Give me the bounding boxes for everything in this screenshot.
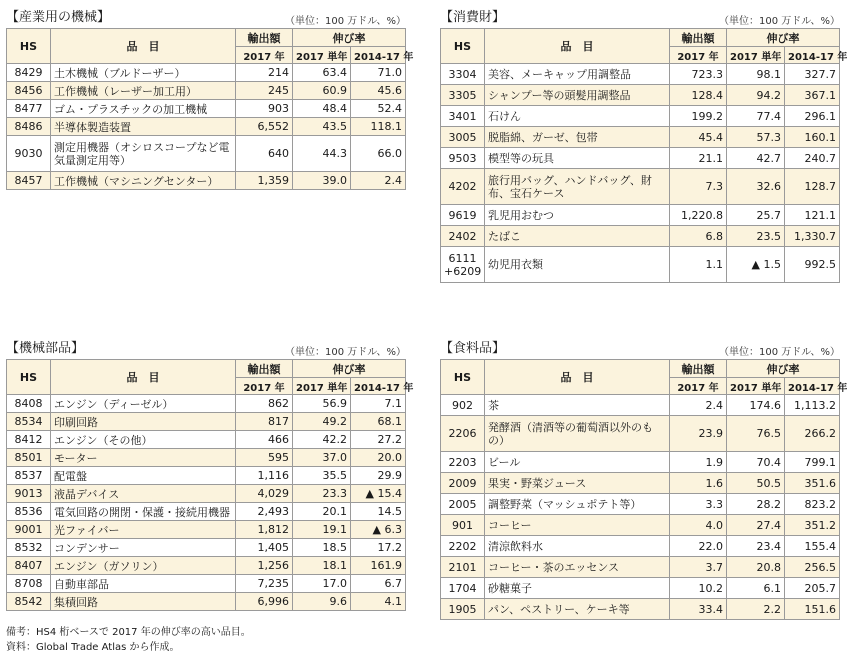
hs-cell: 8429 (7, 64, 51, 82)
table-row (7, 136, 406, 172)
hs-cell: 8457 (7, 172, 51, 190)
hs-cell: 3005 (441, 127, 485, 148)
table-row (7, 575, 406, 593)
growth-2017-cell: 20.1 (293, 503, 351, 521)
hs-cell: 1704 (441, 578, 485, 599)
growth-2014-17-cell: 66.0 (351, 136, 406, 172)
export-value-cell: 7,235 (236, 575, 293, 593)
table-row (7, 82, 406, 100)
hs-cell: 3304 (441, 64, 485, 85)
export-value-cell: 723.3 (670, 64, 727, 85)
hs-cell: 6111 +6209 (441, 247, 485, 283)
growth-2017-cell: 37.0 (293, 449, 351, 467)
panel-title: 【産業用の機械】 (6, 10, 111, 25)
growth-header: 伸び率 (727, 360, 840, 378)
hs-cell: 1905 (441, 599, 485, 620)
footnotes (6, 625, 251, 655)
growth-2017-cell: 23.3 (293, 485, 351, 503)
item-name-cell: 集積回路 (51, 593, 236, 611)
hs-cell: 9503 (441, 148, 485, 169)
growth-2014-17-cell: 296.1 (785, 106, 840, 127)
export-value-cell: 1.1 (670, 247, 727, 283)
growth-2017-cell: 56.9 (293, 395, 351, 413)
growth-2014-17-cell: 155.4 (785, 536, 840, 557)
hs-header: HS (7, 29, 51, 64)
item-name-cell: 光ファイバー (51, 521, 236, 539)
item-name-cell: 測定用機器（オシロスコープなど電気量測定用等） (51, 136, 236, 172)
export-value-cell: 595 (236, 449, 293, 467)
item-name-cell: ゴム・プラスチックの加工機械 (51, 100, 236, 118)
hs-cell: 8534 (7, 413, 51, 431)
export-value-cell: 1,359 (236, 172, 293, 190)
table-row (7, 449, 406, 467)
single-2017-header: 2017 単年 (293, 47, 351, 64)
growth-2014-17-cell: 4.1 (351, 593, 406, 611)
panel-title: 【消費財】 (440, 10, 506, 25)
export-header: 輸出額 (670, 360, 727, 378)
table-row (7, 557, 406, 575)
table-row (7, 593, 406, 611)
growth-2017-cell: 23.5 (727, 226, 785, 247)
table-row (7, 431, 406, 449)
hs-cell: 8486 (7, 118, 51, 136)
growth-2014-17-cell: 256.5 (785, 557, 840, 578)
item-name-cell: たばこ (485, 226, 670, 247)
growth-2014-17-cell: 327.7 (785, 64, 840, 85)
growth-2017-cell: 94.2 (727, 85, 785, 106)
export-value-cell: 3.3 (670, 494, 727, 515)
export-value-cell: 1.6 (670, 473, 727, 494)
table-row (7, 521, 406, 539)
growth-2014-17-cell: 52.4 (351, 100, 406, 118)
machinery-parts-table (6, 359, 414, 611)
growth-2014-17-cell: ▲ 15.4 (351, 485, 406, 503)
growth-2017-cell: 76.5 (727, 416, 785, 452)
table-row (441, 599, 840, 620)
item-header: 品 目 (485, 29, 670, 64)
table-row (441, 169, 840, 205)
table-row (441, 515, 840, 536)
hs-cell: 8532 (7, 539, 51, 557)
table-row (7, 100, 406, 118)
hs-cell: 901 (441, 515, 485, 536)
item-name-cell: 乳児用おむつ (485, 205, 670, 226)
growth-header: 伸び率 (727, 29, 840, 47)
export-value-cell: 23.9 (670, 416, 727, 452)
export-value-cell: 21.1 (670, 148, 727, 169)
hs-cell: 8477 (7, 100, 51, 118)
growth-2014-17-cell: 160.1 (785, 127, 840, 148)
item-name-cell: コンデンサー (51, 539, 236, 557)
item-header: 品 目 (485, 360, 670, 395)
growth-2014-17-cell: 1,113.2 (785, 395, 840, 416)
export-value-cell: 817 (236, 413, 293, 431)
table-row (441, 226, 840, 247)
growth-2017-cell: ▲ 1.5 (727, 247, 785, 283)
table-row (441, 106, 840, 127)
item-name-cell: 配電盤 (51, 467, 236, 485)
item-name-cell: ビール (485, 452, 670, 473)
item-name-cell: エンジン（ガソリン） (51, 557, 236, 575)
export-value-cell: 4,029 (236, 485, 293, 503)
growth-2017-cell: 77.4 (727, 106, 785, 127)
table-row (441, 557, 840, 578)
hs-cell: 902 (441, 395, 485, 416)
range-header: 2014-17 年 (351, 378, 406, 395)
export-header: 輸出額 (236, 29, 293, 47)
hs-header: HS (441, 29, 485, 64)
table-row (7, 413, 406, 431)
range-header: 2014-17 年 (351, 47, 406, 64)
table-row (441, 247, 840, 283)
growth-2014-17-cell: 240.7 (785, 148, 840, 169)
item-name-cell: 電気回路の開閉・保護・接続用機器 (51, 503, 236, 521)
growth-2014-17-cell: 151.6 (785, 599, 840, 620)
growth-header: 伸び率 (293, 29, 406, 47)
item-name-cell: 自動車部品 (51, 575, 236, 593)
table-row (7, 172, 406, 190)
growth-2017-cell: 44.3 (293, 136, 351, 172)
hs-cell: 9013 (7, 485, 51, 503)
hs-cell: 8501 (7, 449, 51, 467)
growth-2014-17-cell: 14.5 (351, 503, 406, 521)
hs-cell: 8407 (7, 557, 51, 575)
growth-2017-cell: 9.6 (293, 593, 351, 611)
growth-2014-17-cell: 6.7 (351, 575, 406, 593)
growth-2017-cell: 18.5 (293, 539, 351, 557)
hs-cell: 3305 (441, 85, 485, 106)
export-value-cell: 45.4 (670, 127, 727, 148)
item-name-cell: 石けん (485, 106, 670, 127)
item-name-cell: シャンプー等の頭髪用調整品 (485, 85, 670, 106)
growth-2017-cell: 43.5 (293, 118, 351, 136)
growth-2017-cell: 20.8 (727, 557, 785, 578)
item-name-cell: 模型等の玩具 (485, 148, 670, 169)
hs-cell: 2402 (441, 226, 485, 247)
growth-2014-17-cell: 266.2 (785, 416, 840, 452)
growth-2014-17-cell: 118.1 (351, 118, 406, 136)
growth-2014-17-cell: 20.0 (351, 449, 406, 467)
year-2017-header: 2017 年 (236, 378, 293, 395)
growth-2017-cell: 18.1 (293, 557, 351, 575)
hs-cell: 2203 (441, 452, 485, 473)
growth-2014-17-cell: 68.1 (351, 413, 406, 431)
item-name-cell: 工作機械（レーザー加工用） (51, 82, 236, 100)
hs-cell: 9030 (7, 136, 51, 172)
growth-2014-17-cell: 45.6 (351, 82, 406, 100)
table-body (441, 395, 840, 620)
growth-2017-cell: 98.1 (727, 64, 785, 85)
export-value-cell: 2.4 (670, 395, 727, 416)
growth-2017-cell: 17.0 (293, 575, 351, 593)
item-name-cell: 砂糖菓子 (485, 578, 670, 599)
single-2017-header: 2017 単年 (293, 378, 351, 395)
table-body (7, 395, 406, 611)
hs-cell: 8412 (7, 431, 51, 449)
export-value-cell: 7.3 (670, 169, 727, 205)
item-name-cell: 果実・野菜ジュース (485, 473, 670, 494)
export-value-cell: 3.7 (670, 557, 727, 578)
growth-2014-17-cell: 27.2 (351, 431, 406, 449)
growth-2017-cell: 19.1 (293, 521, 351, 539)
growth-2017-cell: 57.3 (727, 127, 785, 148)
export-value-cell: 862 (236, 395, 293, 413)
item-name-cell: 発酵酒（清酒等の葡萄酒以外のもの） (485, 416, 670, 452)
growth-2014-17-cell: 29.9 (351, 467, 406, 485)
export-header: 輸出額 (236, 360, 293, 378)
table-row (441, 416, 840, 452)
item-name-cell: 清涼飲料水 (485, 536, 670, 557)
item-name-cell: エンジン（その他） (51, 431, 236, 449)
hs-cell: 2101 (441, 557, 485, 578)
export-value-cell: 128.4 (670, 85, 727, 106)
hs-cell: 2005 (441, 494, 485, 515)
panel-title: 【食料品】 (440, 341, 506, 356)
growth-2017-cell: 39.0 (293, 172, 351, 190)
table-row (7, 64, 406, 82)
range-header: 2014-17 年 (785, 378, 840, 395)
item-name-cell: コーヒー・茶のエッセンス (485, 557, 670, 578)
growth-2014-17-cell: ▲ 6.3 (351, 521, 406, 539)
table-row (7, 118, 406, 136)
item-name-cell: 土木機械（ブルドーザー） (51, 64, 236, 82)
item-name-cell: 印刷回路 (51, 413, 236, 431)
hs-cell: 9619 (441, 205, 485, 226)
growth-2017-cell: 42.7 (727, 148, 785, 169)
export-value-cell: 214 (236, 64, 293, 82)
table-row (7, 485, 406, 503)
growth-2014-17-cell: 1,330.7 (785, 226, 840, 247)
industrial-machinery-table (6, 28, 414, 190)
growth-2017-cell: 50.5 (727, 473, 785, 494)
hs-header: HS (441, 360, 485, 395)
item-name-cell: 液晶デバイス (51, 485, 236, 503)
growth-2014-17-cell: 17.2 (351, 539, 406, 557)
unit-label: （単位：100 万ドル、%） (719, 16, 840, 27)
year-2017-header: 2017 年 (670, 378, 727, 395)
hs-cell: 8537 (7, 467, 51, 485)
export-value-cell: 1,220.8 (670, 205, 727, 226)
table-row (441, 395, 840, 416)
growth-2014-17-cell: 71.0 (351, 64, 406, 82)
table-body (441, 64, 840, 283)
growth-2014-17-cell: 161.9 (351, 557, 406, 575)
growth-2014-17-cell: 823.2 (785, 494, 840, 515)
growth-2014-17-cell: 2.4 (351, 172, 406, 190)
export-value-cell: 245 (236, 82, 293, 100)
export-value-cell: 6,996 (236, 593, 293, 611)
export-value-cell: 33.4 (670, 599, 727, 620)
growth-2017-cell: 48.4 (293, 100, 351, 118)
growth-2014-17-cell: 121.1 (785, 205, 840, 226)
item-name-cell: パン、ペストリー、ケーキ等 (485, 599, 670, 620)
item-name-cell: 美容、メーキャップ用調整品 (485, 64, 670, 85)
growth-2017-cell: 2.2 (727, 599, 785, 620)
growth-2017-cell: 174.6 (727, 395, 785, 416)
item-header: 品 目 (51, 29, 236, 64)
export-header: 輸出額 (670, 29, 727, 47)
growth-2014-17-cell: 205.7 (785, 578, 840, 599)
growth-2017-cell: 6.1 (727, 578, 785, 599)
export-value-cell: 640 (236, 136, 293, 172)
growth-2014-17-cell: 351.6 (785, 473, 840, 494)
table-row (441, 85, 840, 106)
growth-2014-17-cell: 799.1 (785, 452, 840, 473)
item-name-cell: 半導体製造装置 (51, 118, 236, 136)
item-header: 品 目 (51, 360, 236, 395)
item-name-cell: エンジン（ディーゼル） (51, 395, 236, 413)
item-name-cell: モーター (51, 449, 236, 467)
export-value-cell: 1.9 (670, 452, 727, 473)
item-name-cell: 脱脂綿、ガーゼ、包帯 (485, 127, 670, 148)
growth-2017-cell: 60.9 (293, 82, 351, 100)
export-value-cell: 22.0 (670, 536, 727, 557)
table-row (7, 539, 406, 557)
growth-2017-cell: 42.2 (293, 431, 351, 449)
hs-cell: 8708 (7, 575, 51, 593)
export-value-cell: 1,256 (236, 557, 293, 575)
table-body (7, 64, 406, 190)
export-value-cell: 1,812 (236, 521, 293, 539)
table-row (441, 205, 840, 226)
table-row (7, 395, 406, 413)
hs-cell: 9001 (7, 521, 51, 539)
growth-2014-17-cell: 351.2 (785, 515, 840, 536)
hs-cell: 8456 (7, 82, 51, 100)
growth-2017-cell: 23.4 (727, 536, 785, 557)
hs-cell: 2206 (441, 416, 485, 452)
item-name-cell: 茶 (485, 395, 670, 416)
export-value-cell: 6.8 (670, 226, 727, 247)
export-value-cell: 466 (236, 431, 293, 449)
export-value-cell: 4.0 (670, 515, 727, 536)
table-row (441, 148, 840, 169)
hs-header: HS (7, 360, 51, 395)
growth-2017-cell: 49.2 (293, 413, 351, 431)
table-row (441, 536, 840, 557)
growth-2017-cell: 27.4 (727, 515, 785, 536)
table-row (441, 473, 840, 494)
range-header: 2014-17 年 (785, 47, 840, 64)
year-2017-header: 2017 年 (670, 47, 727, 64)
hs-cell: 4202 (441, 169, 485, 205)
item-name-cell: 工作機械（マシニングセンター） (51, 172, 236, 190)
table-row (441, 64, 840, 85)
single-2017-header: 2017 単年 (727, 378, 785, 395)
growth-2014-17-cell: 992.5 (785, 247, 840, 283)
hs-cell: 8536 (7, 503, 51, 521)
growth-2014-17-cell: 7.1 (351, 395, 406, 413)
hs-cell: 2202 (441, 536, 485, 557)
table-row (7, 467, 406, 485)
growth-2017-cell: 25.7 (727, 205, 785, 226)
growth-2014-17-cell: 128.7 (785, 169, 840, 205)
remark-note: 備考：HS4 桁ベースで 2017 年の伸び率の高い品目。 (6, 627, 251, 638)
export-value-cell: 1,116 (236, 467, 293, 485)
hs-cell: 8542 (7, 593, 51, 611)
export-value-cell: 2,493 (236, 503, 293, 521)
unit-label: （単位：100 万ドル、%） (285, 347, 406, 358)
year-2017-header: 2017 年 (236, 47, 293, 64)
table-row (441, 127, 840, 148)
export-value-cell: 6,552 (236, 118, 293, 136)
food-table (440, 359, 847, 620)
export-value-cell: 10.2 (670, 578, 727, 599)
table-row (7, 503, 406, 521)
item-name-cell: 旅行用バッグ、ハンドバッグ、財布、宝石ケース (485, 169, 670, 205)
consumer-goods-table (440, 28, 847, 283)
export-value-cell: 903 (236, 100, 293, 118)
hs-cell: 8408 (7, 395, 51, 413)
export-value-cell: 199.2 (670, 106, 727, 127)
table-row (441, 578, 840, 599)
hs-cell: 2009 (441, 473, 485, 494)
single-2017-header: 2017 単年 (727, 47, 785, 64)
growth-2017-cell: 32.6 (727, 169, 785, 205)
item-name-cell: コーヒー (485, 515, 670, 536)
hs-cell: 3401 (441, 106, 485, 127)
growth-header: 伸び率 (293, 360, 406, 378)
source-note: 資料：Global Trade Atlas から作成。 (6, 642, 180, 653)
item-name-cell: 調整野菜（マッシュポテト等） (485, 494, 670, 515)
export-value-cell: 1,405 (236, 539, 293, 557)
growth-2017-cell: 63.4 (293, 64, 351, 82)
growth-2017-cell: 35.5 (293, 467, 351, 485)
growth-2017-cell: 70.4 (727, 452, 785, 473)
item-name-cell: 幼児用衣類 (485, 247, 670, 283)
panel-title: 【機械部品】 (6, 341, 85, 356)
growth-2014-17-cell: 367.1 (785, 85, 840, 106)
table-row (441, 494, 840, 515)
unit-label: （単位：100 万ドル、%） (719, 347, 840, 358)
growth-2017-cell: 28.2 (727, 494, 785, 515)
table-row (441, 452, 840, 473)
unit-label: （単位：100 万ドル、%） (285, 16, 406, 27)
